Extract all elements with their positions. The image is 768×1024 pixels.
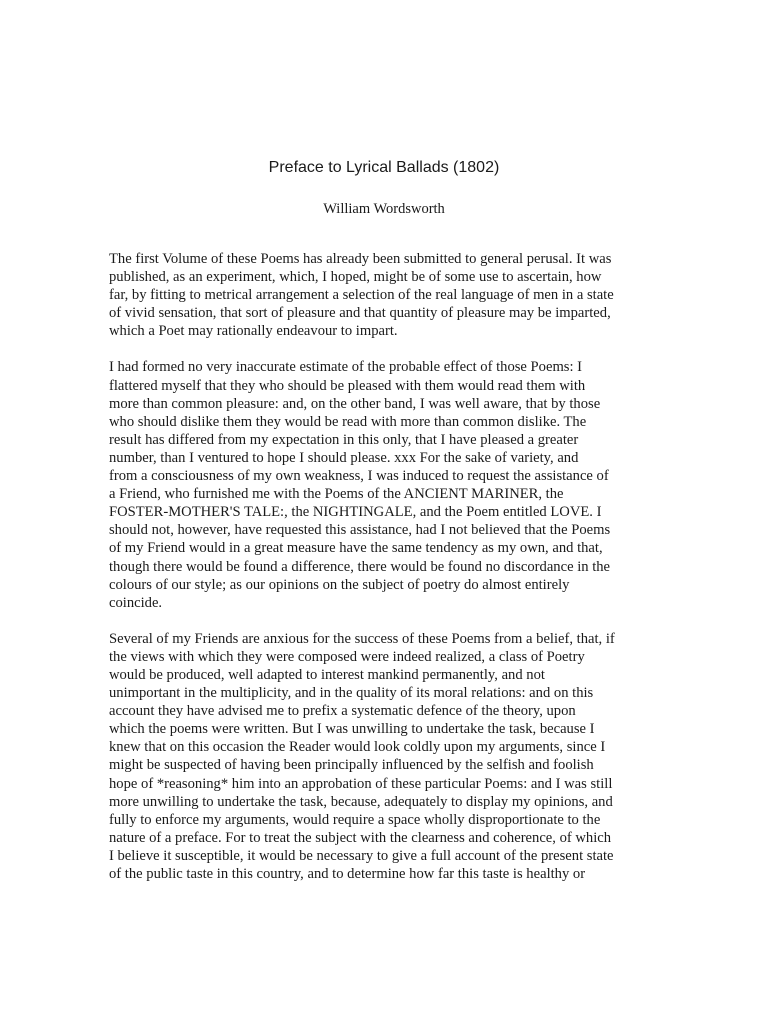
paragraph-1: The first Volume of these Poems has already been submitted to general perusal. It was published, as an experiment, which, I hoped, might be of some use to ascertain, how far, by fitting to metrical arrangement a selection of the real language of men in a state of vivid sensation, that sort of pleasure and that quantity of pleasure may be imparted, which a Poet may rationally endeavour to impart. [109, 251, 614, 340]
document-title: Preface to Lyrical Ballads (1802) [268, 159, 500, 176]
document-body [109, 250, 671, 901]
document-author: William Wordsworth [323, 201, 445, 217]
paragraph-2: I had formed no very inaccurate estimate of the probable effect of those Poems: I flattered myself that they who should be pleased with them would read them with more than common pleasure: and, on the other band, I was well aware, that by those who should dislike them they would be read with more than common dislike. The result has differed from my expectation in this only, that I have pleased a greater number, than I ventured to hope I should please. xxx For the sake of variety, and from a consciousness of my own weakness, I was induced to request the assistance of a Friend, who furnished me with the Poems of the ANCIENT MARINER, the FOSTER-MOTHER'S TALE:, the NIGHTINGALE, and the Poem entitled LOVE. I should not, however, have requested this assistance, had I not believed that the Poems of my Friend would in a great measure have the same tendency as my own, and that, though there would be found a difference, there would be found no discordance in the colours of our style; as our opinions on the subject of poetry do almost entirely coincide. [109, 359, 611, 611]
paragraph-3: Several of my Friends are anxious for the success of these Poems from a belief, that, if the views with which they were composed were indeed realized, a class of Poetry would be produced, well adapted to interest mankind permanently, and not unimportant in the multiplicity, and in the quality of its moral relations: and on this account they have advised me to prefix a systematic defence of the theory, upon which the poems were written. But I was unwilling to undertake the task, because I knew that on this occasion the Reader would look coldly upon my arguments, since I might be suspected of having been principally influenced by the selfish and foolish hope of *reasoning* him into an approbation of these particular Poems: and I was still more unwilling to undertake the task, because, adequately to display my opinions, and fully to enforce my arguments, would require a space wholly disproportionate to the nature of a preface. For to treat the subject with the clearness and coherence, of which I believe it susceptible, it would be necessary to give a full account of the present state of the public taste in this country, and to determine how far this taste is healthy or [109, 630, 615, 882]
